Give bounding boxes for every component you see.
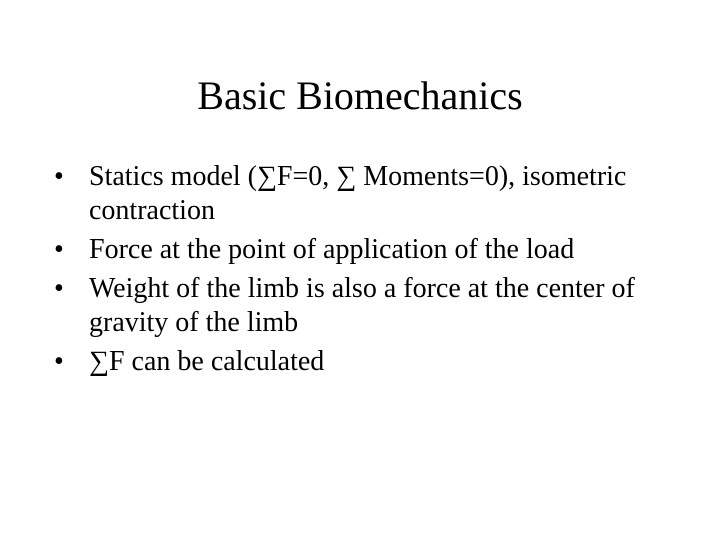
bullet-text: Statics model (∑F=0, ∑ Moments=0), isometric contraction [89,161,627,226]
bullet-icon: • [54,273,64,304]
slide-title: Basic Biomechanics [197,73,523,118]
bullet-icon: • [54,234,64,265]
bullet-item [54,233,684,267]
bullet-text: ∑F can be calculated [89,346,325,377]
bullet-text: Force at the point of application of the load [89,234,575,265]
bullet-icon: • [54,161,64,192]
bullet-text: Weight of the limb is also a force at the center of gravity of the limb [89,273,635,338]
bullet-item [54,345,684,379]
bullet-item [54,160,684,228]
bullet-icon: • [54,346,64,377]
bullet-list [54,160,684,384]
bullet-item [54,272,684,340]
